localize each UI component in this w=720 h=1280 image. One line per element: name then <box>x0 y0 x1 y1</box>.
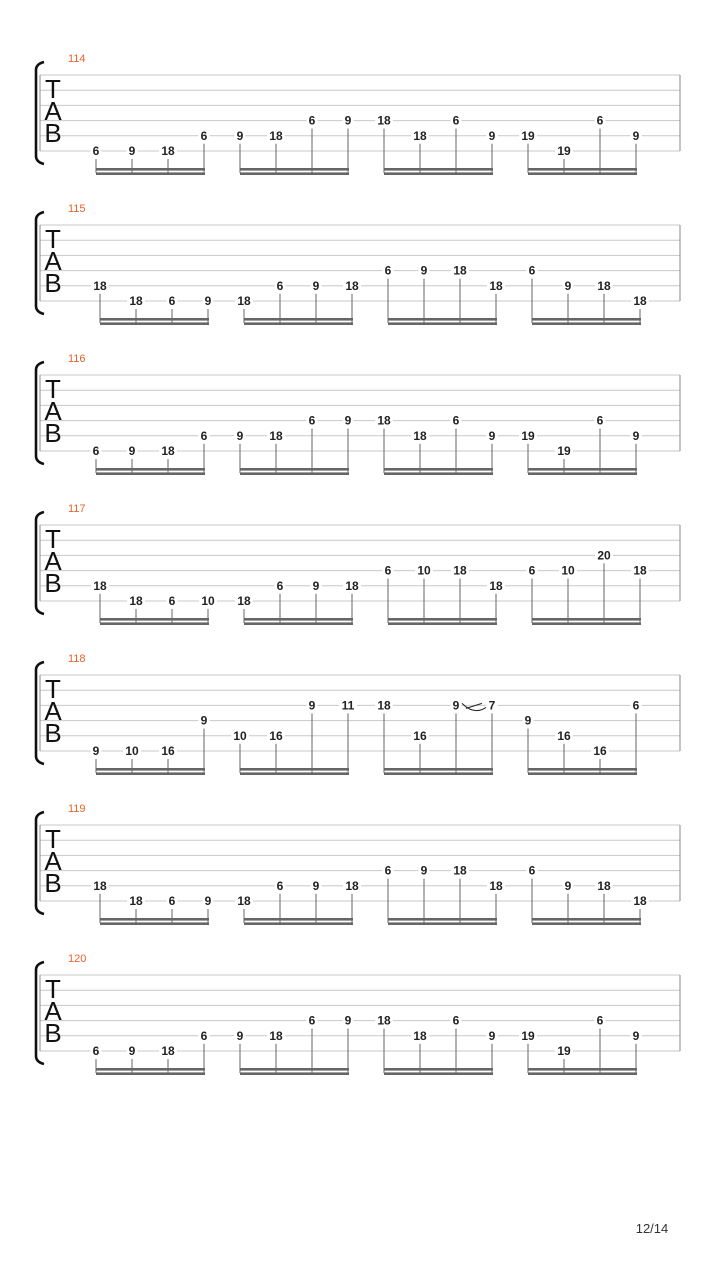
fret-number: 18 <box>633 563 647 578</box>
beam <box>532 318 641 321</box>
fret-number: 20 <box>597 548 611 563</box>
fret-number: 9 <box>632 428 640 443</box>
fret-number: 18 <box>413 428 427 443</box>
fret-number: 9 <box>204 894 212 908</box>
fret-number: 9 <box>632 1028 640 1043</box>
fret-number: 18 <box>377 113 391 128</box>
beam <box>244 618 353 621</box>
beam <box>528 472 637 475</box>
fret-number: 9 <box>308 698 316 713</box>
fret-number: 9 <box>344 413 352 428</box>
tab-clef-letter: T <box>45 524 61 554</box>
fret-number: 18 <box>597 278 611 293</box>
fret-number: 11 <box>341 698 355 713</box>
beam <box>240 468 349 471</box>
fret-number: 10 <box>125 744 139 758</box>
beat-group <box>235 114 354 175</box>
fret-number: 9 <box>564 278 572 293</box>
beat-group <box>231 698 357 775</box>
fret-number: 9 <box>236 428 244 443</box>
tab-clef-letter: A <box>44 246 62 276</box>
beam <box>96 1072 205 1075</box>
fret-number: 7 <box>488 698 496 713</box>
fret-number: 9 <box>128 1044 136 1058</box>
beam <box>100 918 209 921</box>
fret-number: 6 <box>308 1013 316 1028</box>
beat-group <box>235 1014 354 1075</box>
beam <box>244 922 353 925</box>
beat-group <box>375 414 498 475</box>
fret-number: 18 <box>161 444 175 458</box>
beam <box>96 1068 205 1071</box>
fret-number: 9 <box>420 263 428 278</box>
beam <box>532 918 641 921</box>
fret-number: 18 <box>269 428 283 443</box>
beam <box>96 768 205 771</box>
fret-number: 6 <box>168 294 176 308</box>
fret-number: 9 <box>632 128 640 143</box>
beam <box>240 772 349 775</box>
beam <box>100 922 209 925</box>
fret-number: 6 <box>596 413 604 428</box>
beat-group <box>523 698 642 775</box>
fret-number: 18 <box>377 413 391 428</box>
fret-number: 9 <box>236 1028 244 1043</box>
beam <box>384 772 493 775</box>
fret-number: 18 <box>633 894 647 908</box>
tab-clef-letter: T <box>45 74 61 104</box>
beam <box>388 318 497 321</box>
fret-number: 9 <box>344 1013 352 1028</box>
fret-number: 9 <box>524 713 532 728</box>
fret-number: 6 <box>596 1013 604 1028</box>
fret-number: 18 <box>129 294 143 308</box>
tab-system-114 <box>36 53 680 175</box>
beam <box>384 1072 493 1075</box>
beam <box>384 768 493 771</box>
beam <box>384 472 493 475</box>
fret-number: 6 <box>168 894 176 908</box>
tab-clef-letter: B <box>44 1018 62 1048</box>
fret-number: 6 <box>452 1013 460 1028</box>
fret-number: 18 <box>597 878 611 893</box>
fret-number: 6 <box>632 698 640 713</box>
beat-group <box>91 714 210 775</box>
fret-number: 9 <box>128 444 136 458</box>
fret-number: 9 <box>204 294 212 308</box>
fret-number: 9 <box>312 578 320 593</box>
beam <box>240 1068 349 1071</box>
fret-number: 19 <box>521 1028 535 1043</box>
tab-clef-letter: T <box>45 374 61 404</box>
fret-number: 6 <box>200 428 208 443</box>
fret-number: 18 <box>269 1028 283 1043</box>
fret-number: 6 <box>92 144 100 158</box>
fret-number: 6 <box>384 263 392 278</box>
fret-number: 9 <box>312 878 320 893</box>
measure-number: 118 <box>68 653 86 665</box>
fret-number: 19 <box>557 144 571 158</box>
beam <box>240 1072 349 1075</box>
beam <box>96 468 205 471</box>
fret-number: 9 <box>344 113 352 128</box>
fret-number: 19 <box>521 428 535 443</box>
measure-number: 116 <box>68 353 86 365</box>
fret-number: 9 <box>488 428 496 443</box>
fret-number: 18 <box>377 698 391 713</box>
fret-number: 10 <box>233 728 247 743</box>
fret-number: 18 <box>413 128 427 143</box>
beam <box>384 1068 493 1071</box>
fret-number: 6 <box>92 444 100 458</box>
beam <box>100 622 209 625</box>
beam <box>532 322 641 325</box>
tab-clef-letter: T <box>45 674 61 704</box>
beam <box>528 172 637 175</box>
fret-number: 6 <box>384 863 392 878</box>
beat-group <box>383 864 506 925</box>
measure-number: 119 <box>68 803 86 815</box>
beat-group <box>383 564 506 625</box>
fret-number: 6 <box>200 1028 208 1043</box>
fret-number: 18 <box>93 578 107 593</box>
fret-number: 9 <box>200 713 208 728</box>
tab-clef-letter: B <box>44 718 62 748</box>
beam <box>100 322 209 325</box>
beat-group <box>527 548 650 625</box>
fret-number: 9 <box>564 878 572 893</box>
beat-group <box>519 114 642 175</box>
fret-number: 18 <box>237 594 251 608</box>
beam <box>96 772 205 775</box>
tab-clef-letter: A <box>44 846 62 876</box>
tab-clef-letter: T <box>45 224 61 254</box>
beam <box>528 168 637 171</box>
fret-number: 18 <box>413 1028 427 1043</box>
tab-clef-letter: B <box>44 118 62 148</box>
fret-number: 18 <box>93 878 107 893</box>
fret-number: 6 <box>452 113 460 128</box>
beam <box>532 922 641 925</box>
tab-clef-letter: A <box>44 546 62 576</box>
fret-number: 18 <box>633 294 647 308</box>
fret-number: 6 <box>200 128 208 143</box>
fret-number: 9 <box>312 278 320 293</box>
tab-clef-letter: B <box>44 568 62 598</box>
beam <box>96 168 205 171</box>
beam <box>244 622 353 625</box>
fret-number: 9 <box>236 128 244 143</box>
fret-number: 18 <box>453 563 467 578</box>
fret-number: 16 <box>269 728 283 743</box>
fret-number: 10 <box>417 563 431 578</box>
fret-number: 9 <box>488 128 496 143</box>
fret-number: 19 <box>557 444 571 458</box>
fret-number: 6 <box>528 863 536 878</box>
beam <box>388 918 497 921</box>
fret-number: 19 <box>557 1044 571 1058</box>
fret-number: 10 <box>561 563 575 578</box>
fret-number: 18 <box>237 294 251 308</box>
tab-system-115 <box>36 203 680 325</box>
beam <box>240 768 349 771</box>
beat-group <box>375 1014 498 1075</box>
fret-number: 18 <box>489 578 503 593</box>
beam <box>532 622 641 625</box>
beat-group <box>519 1014 642 1075</box>
fret-number: 6 <box>276 578 284 593</box>
beam <box>388 922 497 925</box>
tab-system-120 <box>36 953 680 1075</box>
fret-number: 9 <box>92 744 100 758</box>
tab-clef-letter: T <box>45 974 61 1004</box>
beam <box>244 918 353 921</box>
beat-group <box>235 414 354 475</box>
fret-number: 18 <box>93 278 107 293</box>
tab-system-118 <box>36 653 680 775</box>
fret-number: 18 <box>269 128 283 143</box>
tab-system-119 <box>36 803 680 925</box>
beam <box>528 768 637 771</box>
fret-number: 6 <box>596 113 604 128</box>
beat-group <box>519 414 642 475</box>
beam <box>388 322 497 325</box>
beam <box>388 618 497 621</box>
beam <box>244 322 353 325</box>
fret-number: 18 <box>453 863 467 878</box>
beam <box>528 468 637 471</box>
tab-clef-letter: B <box>44 418 62 448</box>
tab-clef-letter: A <box>44 396 62 426</box>
measure-number: 115 <box>68 203 86 215</box>
beam <box>388 622 497 625</box>
fret-number: 18 <box>129 894 143 908</box>
tab-clef-letter: B <box>44 868 62 898</box>
fret-number: 9 <box>452 698 460 713</box>
fret-number: 18 <box>237 894 251 908</box>
page-number: 12/14 <box>635 1221 669 1236</box>
fret-number: 6 <box>92 1044 100 1058</box>
fret-number: 19 <box>521 128 535 143</box>
tab-clef-letter: A <box>44 696 62 726</box>
fret-number: 18 <box>345 278 359 293</box>
fret-number: 18 <box>489 278 503 293</box>
fret-number: 10 <box>201 594 215 608</box>
fret-number: 18 <box>345 878 359 893</box>
fret-number: 18 <box>453 263 467 278</box>
fret-number: 6 <box>276 278 284 293</box>
fret-number: 18 <box>489 878 503 893</box>
beam <box>384 468 493 471</box>
beam <box>240 172 349 175</box>
tab-system-117 <box>36 503 680 625</box>
beam <box>528 1068 637 1071</box>
fret-number: 6 <box>276 878 284 893</box>
fret-number: 6 <box>384 563 392 578</box>
fret-number: 6 <box>308 113 316 128</box>
fret-number: 6 <box>452 413 460 428</box>
fret-number: 18 <box>345 578 359 593</box>
fret-number: 18 <box>377 1013 391 1028</box>
fret-number: 18 <box>129 594 143 608</box>
beam <box>100 618 209 621</box>
fret-number: 16 <box>593 744 607 758</box>
fret-number: 16 <box>557 728 571 743</box>
beam <box>96 172 205 175</box>
fret-number: 9 <box>488 1028 496 1043</box>
beat-group <box>527 864 650 925</box>
measure-number: 117 <box>68 503 86 515</box>
slide-arc <box>462 703 486 710</box>
beam <box>96 472 205 475</box>
tab-system-116 <box>36 353 680 475</box>
beam <box>244 318 353 321</box>
measure-number: 114 <box>68 53 86 65</box>
fret-number: 16 <box>161 744 175 758</box>
tab-clef-letter: B <box>44 268 62 298</box>
fret-number: 9 <box>128 144 136 158</box>
beam <box>528 1072 637 1075</box>
beat-group <box>375 114 498 175</box>
tab-clef-letter: A <box>44 996 62 1026</box>
beam <box>240 472 349 475</box>
beam <box>528 772 637 775</box>
fret-number: 6 <box>528 263 536 278</box>
fret-number: 18 <box>161 1044 175 1058</box>
beam <box>384 172 493 175</box>
beat-group <box>383 264 506 325</box>
beam <box>100 318 209 321</box>
fret-number: 6 <box>308 413 316 428</box>
fret-number: 18 <box>161 144 175 158</box>
fret-number: 9 <box>420 863 428 878</box>
beat-group <box>527 264 650 325</box>
fret-number: 16 <box>413 728 427 743</box>
measure-number: 120 <box>68 953 87 965</box>
beam <box>240 168 349 171</box>
fret-number: 6 <box>168 594 176 608</box>
beam <box>532 618 641 621</box>
fret-number: 6 <box>528 563 536 578</box>
beam <box>384 168 493 171</box>
tab-clef-letter: A <box>44 96 62 126</box>
tab-clef-letter: T <box>45 824 61 854</box>
